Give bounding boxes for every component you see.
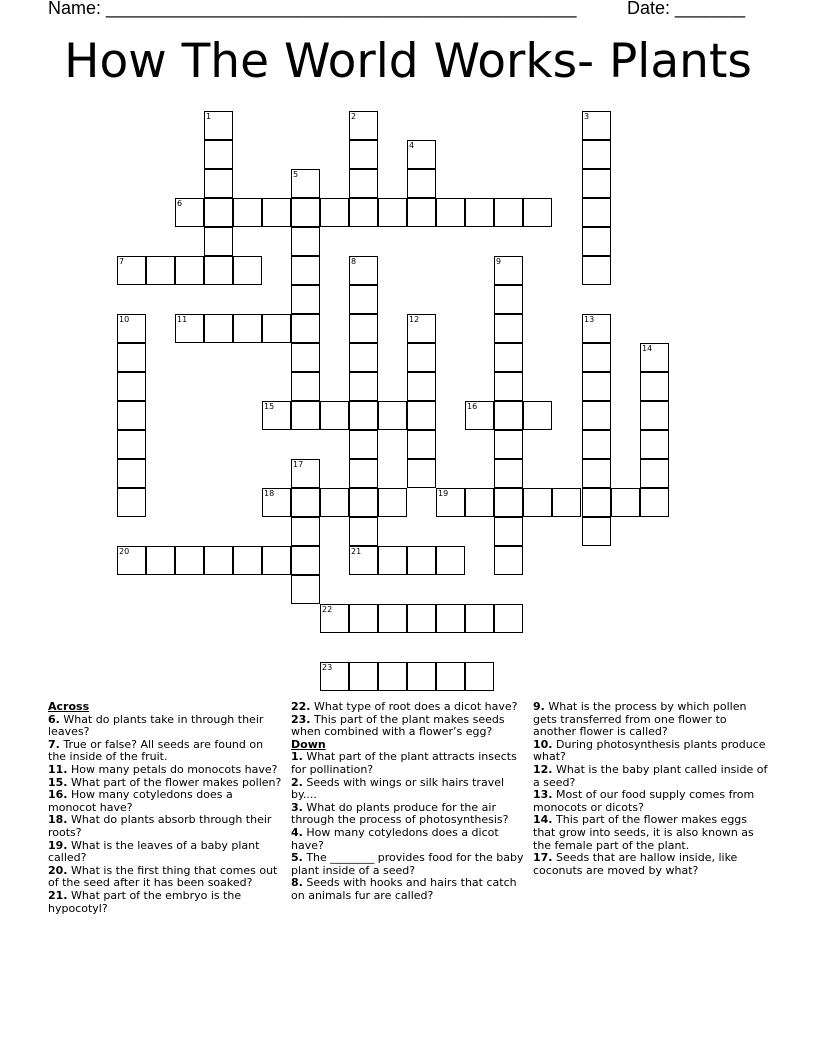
clue-item <box>291 827 527 852</box>
crossword-cell[interactable] <box>117 314 146 343</box>
clue-text: Most of our food supply comes from monocots or dicots? <box>533 788 755 814</box>
cell-number: 21 <box>351 547 362 556</box>
crossword-cell[interactable] <box>291 517 320 546</box>
clue-text: What do plants take in through their leaves? <box>48 712 264 739</box>
crossword-cell[interactable] <box>291 256 320 285</box>
crossword-cell[interactable] <box>436 198 465 227</box>
clue-text: During photosynthesis plants produce what? <box>533 737 766 764</box>
clue-item <box>291 714 527 739</box>
crossword-cell[interactable] <box>349 256 378 285</box>
crossword-cell[interactable] <box>175 256 204 285</box>
crossword-cell[interactable] <box>349 314 378 343</box>
clue-text: What part of the flower makes pollen? <box>67 775 282 789</box>
clue-column-2 <box>291 701 527 903</box>
clue-number: 6. <box>48 712 60 726</box>
crossword-cell[interactable] <box>349 401 378 430</box>
crossword-cell[interactable] <box>262 546 291 575</box>
crossword-cell[interactable] <box>407 662 436 691</box>
clue-number: 10. <box>533 737 553 751</box>
crossword-cell[interactable] <box>407 198 436 227</box>
clue-number: 3. <box>291 800 303 814</box>
crossword-cell[interactable] <box>349 372 378 401</box>
crossword-cell[interactable] <box>494 256 523 285</box>
crossword-cell[interactable] <box>640 372 669 401</box>
crossword-cell[interactable] <box>494 198 523 227</box>
crossword-cell[interactable] <box>465 401 494 430</box>
crossword-cell[interactable] <box>204 198 233 227</box>
clue-text: Seeds with hooks and hairs that catch on animals fur are called? <box>291 876 517 902</box>
clue-number: 22. <box>291 700 311 713</box>
cell-number: 13 <box>584 315 595 324</box>
crossword-cell[interactable] <box>582 459 611 488</box>
clue-number: 11. <box>48 762 68 776</box>
clue-column-1 <box>48 701 284 915</box>
cell-number: 23 <box>322 663 333 672</box>
clue-text: This part of the flower makes eggs that grow into seeds, it is also known as the female part of the plant. <box>533 813 754 852</box>
crossword-cell[interactable] <box>640 343 669 372</box>
crossword-cell[interactable] <box>117 546 146 575</box>
crossword-cell[interactable] <box>204 169 233 198</box>
clue-item <box>48 890 284 915</box>
crossword-cell[interactable] <box>175 546 204 575</box>
clue-number: 21. <box>48 888 68 902</box>
crossword-cell[interactable] <box>407 343 436 372</box>
clue-text: True or false? All seeds are found on the inside of the fruit. <box>48 737 264 764</box>
crossword-cell[interactable] <box>494 372 523 401</box>
crossword-cell[interactable] <box>291 401 320 430</box>
clue-text: What is the first thing that comes out of the seed after it has been soaked? <box>48 863 278 890</box>
crossword-cell[interactable] <box>407 430 436 459</box>
crossword-cell[interactable] <box>349 517 378 546</box>
crossword-cell[interactable] <box>320 488 349 517</box>
cell-number: 16 <box>467 402 478 411</box>
crossword-cell[interactable] <box>349 662 378 691</box>
crossword-cell[interactable] <box>262 314 291 343</box>
clue-item <box>48 814 284 839</box>
crossword-cell[interactable] <box>494 546 523 575</box>
crossword-cell[interactable] <box>378 198 407 227</box>
crossword-cell[interactable] <box>494 343 523 372</box>
crossword-cell[interactable] <box>494 285 523 314</box>
clue-number: 9. <box>533 700 545 713</box>
crossword-cell[interactable] <box>436 662 465 691</box>
crossword-cell[interactable] <box>494 314 523 343</box>
clue-item <box>533 852 769 877</box>
clue-number: 18. <box>48 813 68 827</box>
date-field[interactable]: Date: _______ <box>627 0 746 18</box>
clue-item <box>48 739 284 764</box>
crossword-cell[interactable] <box>262 401 291 430</box>
crossword-cell[interactable] <box>407 546 436 575</box>
clue-text: What is the leaves of a baby plant called? <box>48 838 260 865</box>
clue-text: What is the process by which pollen gets transferred from one flower to another flower is called? <box>533 700 747 739</box>
crossword-cell[interactable] <box>378 488 407 517</box>
crossword-cell[interactable] <box>262 488 291 517</box>
cell-number: 1 <box>206 112 212 121</box>
page-title: How The World Works- Plants <box>64 34 752 89</box>
clue-item <box>533 764 769 789</box>
clue-number: 5. <box>291 851 303 865</box>
clue-text: Seeds with wings or silk hairs travel by.... <box>291 775 505 802</box>
crossword-cell[interactable] <box>582 430 611 459</box>
crossword-cell[interactable] <box>291 314 320 343</box>
clue-number: 16. <box>48 788 68 802</box>
crossword-cell[interactable] <box>204 140 233 169</box>
cell-number: 5 <box>293 170 299 179</box>
cell-number: 7 <box>119 257 125 266</box>
crossword-cell[interactable] <box>465 198 494 227</box>
crossword-cell[interactable] <box>349 488 378 517</box>
clue-item <box>291 751 527 776</box>
crossword-cell[interactable] <box>291 546 320 575</box>
crossword-cell[interactable] <box>523 488 552 517</box>
crossword-cell[interactable] <box>523 401 552 430</box>
crossword-cell[interactable] <box>582 198 611 227</box>
crossword-cell[interactable] <box>407 401 436 430</box>
down-heading: Down <box>291 737 326 751</box>
clue-item <box>533 739 769 764</box>
clue-text: How many cotyledons does a dicot have? <box>291 825 499 852</box>
clue-text: Seeds that are hallow inside, like coconuts are moved by what? <box>533 851 738 877</box>
crossword-cell[interactable] <box>582 256 611 285</box>
clue-text: What part of the embryo is the hypocotyl? <box>48 888 242 915</box>
crossword-cell[interactable] <box>582 343 611 372</box>
crossword-cell[interactable] <box>640 430 669 459</box>
crossword-cell[interactable] <box>378 604 407 633</box>
clue-text: What is the baby plant called inside of a seed? <box>533 762 768 789</box>
crossword-cell[interactable] <box>349 111 378 140</box>
crossword-cell[interactable] <box>436 546 465 575</box>
crossword-cell[interactable] <box>582 314 611 343</box>
crossword-cell[interactable] <box>407 604 436 633</box>
clue-number: 23. <box>291 712 311 726</box>
crossword-cell[interactable] <box>320 198 349 227</box>
clue-number: 14. <box>533 813 553 827</box>
crossword-cell[interactable] <box>291 488 320 517</box>
crossword-cell[interactable] <box>204 111 233 140</box>
crossword-cell[interactable] <box>320 604 349 633</box>
crossword-cell[interactable] <box>204 546 233 575</box>
clue-text: The ________ provides food for the baby plant inside of a seed? <box>291 851 524 877</box>
clue-item <box>291 777 527 802</box>
crossword-cell[interactable] <box>494 459 523 488</box>
crossword-cell[interactable] <box>117 430 146 459</box>
crossword-cell[interactable] <box>611 488 640 517</box>
crossword-cell[interactable] <box>175 198 204 227</box>
crossword-cell[interactable] <box>117 343 146 372</box>
crossword-cell[interactable] <box>117 401 146 430</box>
clue-item <box>48 714 284 739</box>
crossword-cell[interactable] <box>117 459 146 488</box>
crossword-cell[interactable] <box>291 343 320 372</box>
clue-item <box>291 877 527 902</box>
cell-number: 19 <box>438 489 449 498</box>
crossword-cell[interactable] <box>494 604 523 633</box>
crossword-cell[interactable] <box>204 314 233 343</box>
crossword-cell[interactable] <box>494 430 523 459</box>
cell-number: 17 <box>293 460 304 469</box>
across-heading: Across <box>48 700 90 713</box>
crossword-cell[interactable] <box>582 227 611 256</box>
clue-text: This part of the plant makes seeds when combined with a flower’s egg? <box>291 712 505 739</box>
crossword-cell[interactable] <box>582 111 611 140</box>
crossword-cell[interactable] <box>204 227 233 256</box>
cell-number: 3 <box>584 112 590 121</box>
name-field[interactable]: Name: _______________________________________________ <box>48 0 577 18</box>
clue-text: What do plants absorb through their roots? <box>48 813 272 839</box>
crossword-cell[interactable] <box>349 546 378 575</box>
crossword-cell[interactable] <box>146 256 175 285</box>
cell-number: 14 <box>642 344 653 353</box>
clue-text: What type of root does a dicot have? <box>310 700 518 713</box>
crossword-cell[interactable] <box>407 140 436 169</box>
crossword-cell[interactable] <box>262 198 291 227</box>
crossword-cell[interactable] <box>349 169 378 198</box>
crossword-cell[interactable] <box>291 169 320 198</box>
clue-item <box>48 865 284 890</box>
crossword-cell[interactable] <box>320 662 349 691</box>
crossword-cell[interactable] <box>349 140 378 169</box>
clue-item <box>291 852 527 877</box>
crossword-cell[interactable] <box>378 401 407 430</box>
clue-number: 17. <box>533 851 553 865</box>
crossword-cell[interactable] <box>349 198 378 227</box>
crossword-cell[interactable] <box>146 546 175 575</box>
clue-text: What part of the plant attracts insects for pollination? <box>291 750 517 776</box>
crossword-cell[interactable] <box>233 256 262 285</box>
cell-number: 18 <box>264 489 275 498</box>
crossword-cell[interactable] <box>378 546 407 575</box>
crossword-cell[interactable] <box>378 662 407 691</box>
crossword-cell[interactable] <box>291 575 320 604</box>
clue-text: How many petals do monocots have? <box>67 762 278 776</box>
crossword-cell[interactable] <box>175 314 204 343</box>
cell-number: 15 <box>264 402 275 411</box>
crossword-cell[interactable] <box>117 372 146 401</box>
clue-item <box>48 789 284 814</box>
crossword-cell[interactable] <box>349 285 378 314</box>
crossword-cell[interactable] <box>582 488 611 517</box>
crossword-cell[interactable] <box>233 198 262 227</box>
cell-number: 11 <box>177 315 188 324</box>
crossword-cell[interactable] <box>582 517 611 546</box>
clue-number: 13. <box>533 788 553 802</box>
crossword-cell[interactable] <box>465 488 494 517</box>
crossword-cell[interactable] <box>407 459 436 488</box>
cell-number: 20 <box>119 547 130 556</box>
cell-number: 10 <box>119 315 130 324</box>
clue-number: 19. <box>48 838 68 852</box>
crossword-cell[interactable] <box>349 430 378 459</box>
crossword-cell[interactable] <box>291 198 320 227</box>
cell-number: 12 <box>409 315 420 324</box>
cell-number: 9 <box>496 257 502 266</box>
crossword-cell[interactable] <box>494 401 523 430</box>
crossword-cell[interactable] <box>291 372 320 401</box>
clue-item <box>533 701 769 739</box>
crossword-cell[interactable] <box>320 401 349 430</box>
crossword-cell[interactable] <box>582 401 611 430</box>
clue-number: 1. <box>291 750 303 764</box>
crossword-cell[interactable] <box>582 140 611 169</box>
cell-number: 8 <box>351 257 357 266</box>
clue-number: 15. <box>48 775 68 789</box>
clue-item <box>291 802 527 827</box>
crossword-cell[interactable] <box>291 227 320 256</box>
crossword-cell[interactable] <box>582 372 611 401</box>
cell-number: 22 <box>322 605 333 614</box>
clue-item <box>533 789 769 814</box>
crossword-cell[interactable] <box>349 604 378 633</box>
crossword-cell[interactable] <box>407 314 436 343</box>
crossword-cell[interactable] <box>523 198 552 227</box>
crossword-cell[interactable] <box>640 488 669 517</box>
crossword-cell[interactable] <box>640 401 669 430</box>
crossword-cell[interactable] <box>349 459 378 488</box>
clue-item <box>48 840 284 865</box>
clue-number: 12. <box>533 762 553 776</box>
crossword-cell[interactable] <box>407 372 436 401</box>
cell-number: 6 <box>177 199 183 208</box>
crossword-cell[interactable] <box>291 285 320 314</box>
crossword-cell[interactable] <box>640 459 669 488</box>
crossword-cell[interactable] <box>117 256 146 285</box>
clue-column-3 <box>533 701 769 877</box>
clue-number: 8. <box>291 876 303 890</box>
crossword-cell[interactable] <box>436 604 465 633</box>
crossword-cell[interactable] <box>407 169 436 198</box>
crossword-cell[interactable] <box>117 488 146 517</box>
clue-text: How many cotyledons does a monocot have? <box>48 788 233 814</box>
crossword-cell[interactable] <box>494 517 523 546</box>
crossword-cell[interactable] <box>465 604 494 633</box>
crossword-cell[interactable] <box>436 488 465 517</box>
crossword-cell[interactable] <box>582 169 611 198</box>
clue-item <box>533 814 769 852</box>
clue-number: 2. <box>291 775 303 789</box>
clue-number: 7. <box>48 737 60 751</box>
clue-number: 20. <box>48 863 68 877</box>
crossword-cell[interactable] <box>552 488 581 517</box>
crossword-cell[interactable] <box>291 459 320 488</box>
clue-text: What do plants produce for the air through the process of photosynthesis? <box>291 800 509 827</box>
crossword-cell[interactable] <box>465 662 494 691</box>
crossword-cell[interactable] <box>349 343 378 372</box>
cell-number: 2 <box>351 112 357 121</box>
crossword-cell[interactable] <box>233 314 262 343</box>
cell-number: 4 <box>409 141 415 150</box>
crossword-cell[interactable] <box>233 546 262 575</box>
clue-number: 4. <box>291 825 303 839</box>
crossword-cell[interactable] <box>204 256 233 285</box>
crossword-cell[interactable] <box>494 488 523 517</box>
